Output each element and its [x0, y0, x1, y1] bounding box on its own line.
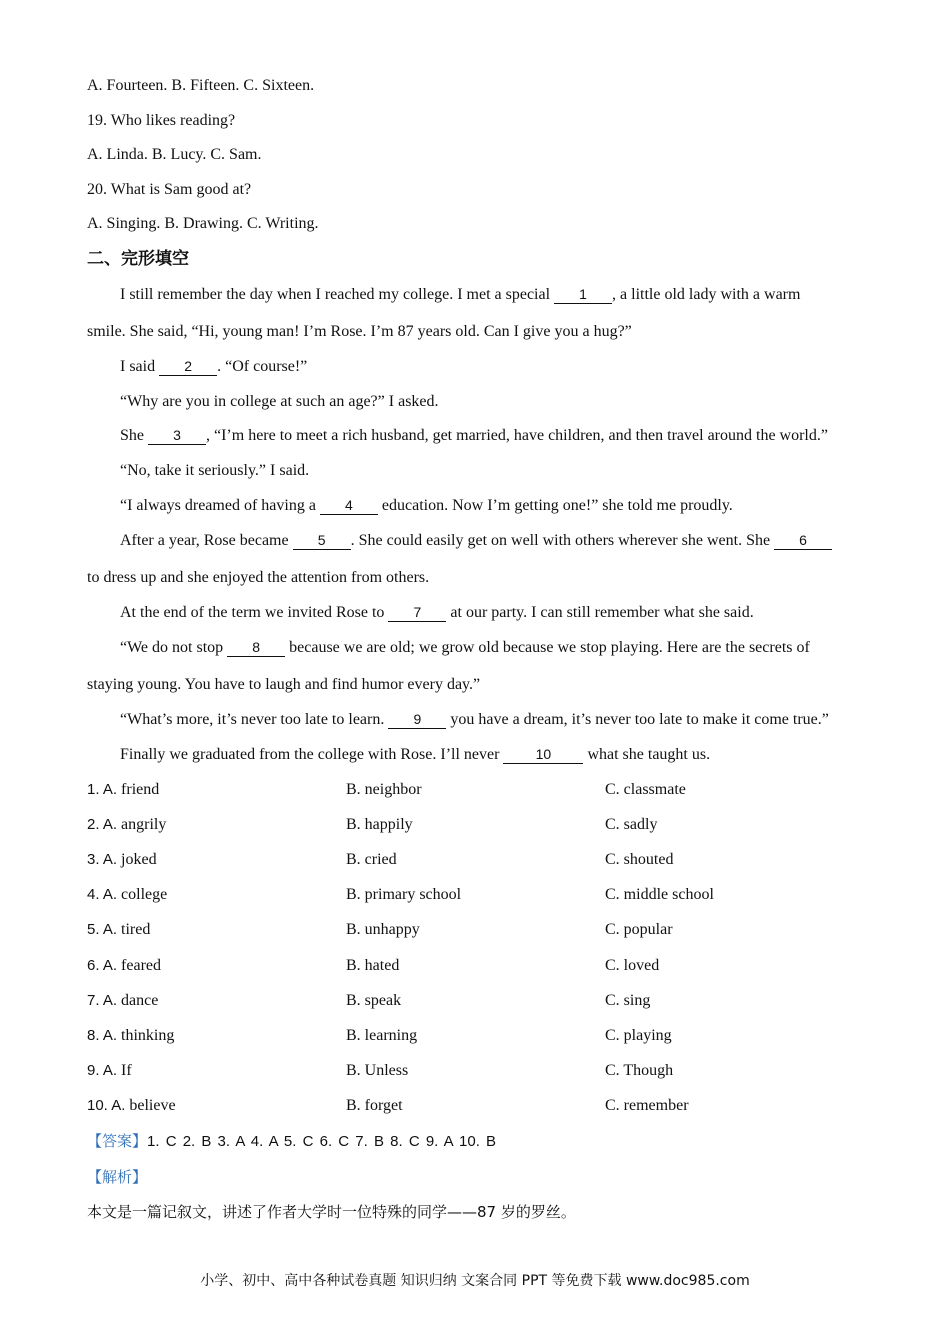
passage-text: education. Now I’m getting one!” she told me proudly. — [377, 497, 733, 514]
passage-text: After a year, Rose became — [120, 532, 293, 549]
option-row-1-c: C. classmate — [605, 781, 686, 798]
passage-text: At the end of the term we invited Rose to — [120, 604, 389, 621]
passage-line: “No, take it seriously.” I said. — [120, 462, 310, 479]
passage-text: I said — [120, 358, 160, 375]
blank-10: 10 — [503, 746, 583, 764]
passage-line — [120, 745, 710, 765]
option-row-9-a: 9. A. If — [87, 1062, 132, 1079]
section-heading: 二、完形填空 — [87, 249, 189, 269]
blank-8: 8 — [227, 639, 285, 657]
analysis-text: 本文是一篇记叙文，讲述了作者大学时一位特殊的同学——87 岁的罗丝。 — [87, 1203, 576, 1221]
option-row-3-c: C. shouted — [605, 851, 674, 868]
passage-text: “I always dreamed of having a — [120, 497, 320, 514]
option-row-2-a: 2. A. angrily — [87, 816, 167, 833]
blank-9: 9 — [388, 711, 446, 729]
q19-question: 19. Who likes reading? — [87, 112, 236, 129]
option-row-4-c: C. middle school — [605, 886, 714, 903]
passage-text: because we are old; we grow old because we stop playing. Here are the secrets of — [285, 639, 810, 656]
blank-3: 3 — [148, 427, 206, 445]
passage-text: “What’s more, it’s never too late to learn. — [120, 711, 389, 728]
option-row-4-a: 4. A. college — [87, 886, 168, 903]
passage-line — [120, 531, 832, 551]
option-row-8-a: 8. A. thinking — [87, 1027, 175, 1044]
passage-line — [120, 710, 829, 730]
passage-text: you have a dream, it’s never too late to make it come true.” — [446, 711, 829, 728]
q18-options: A. Fourteen. B. Fifteen. C. Sixteen. — [87, 77, 315, 94]
passage-text: She — [120, 427, 148, 444]
passage-text: . “Of course!” — [217, 358, 308, 375]
page-footer: 小学、初中、高中各种试卷真题 知识归纳 文案合同 PPT 等免费下载 www.doc985.com — [200, 1273, 750, 1289]
q20-options: A. Singing. B. Drawing. C. Writing. — [87, 215, 319, 232]
option-row-7-a: 7. A. dance — [87, 992, 159, 1009]
option-row-6-a: 6. A. feared — [87, 957, 161, 974]
option-row-10-c: C. remember — [605, 1097, 689, 1114]
q20-question: 20. What is Sam good at? — [87, 181, 252, 198]
passage-text: , a little old lady with a warm — [612, 286, 801, 303]
blank-1: 1 — [554, 286, 612, 304]
option-row-6-b: B. hated — [346, 957, 400, 974]
passage-text: I still remember the day when I reached my college. I met a special — [120, 286, 555, 303]
passage-line: smile. She said, “Hi, young man! I’m Rose. I’m 87 years old. Can I give you a hug?” — [87, 323, 632, 340]
option-row-10-b: B. forget — [346, 1097, 403, 1114]
option-row-1-a: 1. A. friend — [87, 781, 160, 798]
analysis-label: 【解析】 — [87, 1168, 148, 1186]
option-row-9-c: C. Though — [605, 1062, 674, 1079]
option-row-2-b: B. happily — [346, 816, 413, 833]
passage-line: staying young. You have to laugh and find humor every day.” — [87, 676, 481, 693]
passage-text: “We do not stop — [120, 639, 228, 656]
option-row-9-b: B. Unless — [346, 1062, 409, 1079]
passage-line — [120, 638, 810, 658]
option-row-7-c: C. sing — [605, 992, 651, 1009]
option-row-7-b: B. speak — [346, 992, 402, 1009]
option-row-3-b: B. cried — [346, 851, 397, 868]
option-row-1-b: B. neighbor — [346, 781, 422, 798]
passage-line — [120, 603, 754, 623]
passage-text: Finally we graduated from the college with Rose. I’ll never — [120, 746, 504, 763]
blank-6: 6 — [774, 532, 832, 550]
analysis-line — [87, 1167, 147, 1188]
passage-line — [120, 426, 828, 446]
q19-options: A. Linda. B. Lucy. C. Sam. — [87, 146, 262, 163]
passage-text: at our party. I can still remember what she said. — [446, 604, 754, 621]
option-row-5-a: 5. A. tired — [87, 921, 151, 938]
answer-label: 【答案】 — [87, 1132, 148, 1150]
option-row-6-c: C. loved — [605, 957, 660, 974]
option-row-4-b: B. primary school — [346, 886, 462, 903]
answer-line — [87, 1131, 496, 1152]
blank-2: 2 — [159, 358, 217, 376]
option-row-3-a: 3. A. joked — [87, 851, 157, 868]
passage-line: “Why are you in college at such an age?” I asked. — [120, 393, 439, 410]
option-row-2-c: C. sadly — [605, 816, 658, 833]
option-row-8-b: B. learning — [346, 1027, 418, 1044]
answer-text: 1. C 2. B 3. A 4. A 5. C 6. C 7. B 8. C 9. A 10. B — [147, 1133, 497, 1150]
passage-text: what she taught us. — [583, 746, 711, 763]
blank-4: 4 — [320, 497, 378, 515]
option-row-5-c: C. popular — [605, 921, 673, 938]
option-row-8-c: C. playing — [605, 1027, 672, 1044]
option-row-5-b: B. unhappy — [346, 921, 420, 938]
blank-5: 5 — [293, 532, 351, 550]
passage-line: to dress up and she enjoyed the attention from others. — [87, 569, 430, 586]
passage-line — [120, 357, 307, 377]
passage-line — [120, 496, 733, 516]
passage-line — [120, 285, 800, 305]
blank-7: 7 — [388, 604, 446, 622]
passage-text: . She could easily get on well with others wherever she went. She — [350, 532, 775, 549]
passage-text: , “I’m here to meet a rich husband, get married, have children, and then travel around the world.” — [206, 427, 828, 444]
option-row-10-a: 10. A. believe — [87, 1097, 176, 1114]
